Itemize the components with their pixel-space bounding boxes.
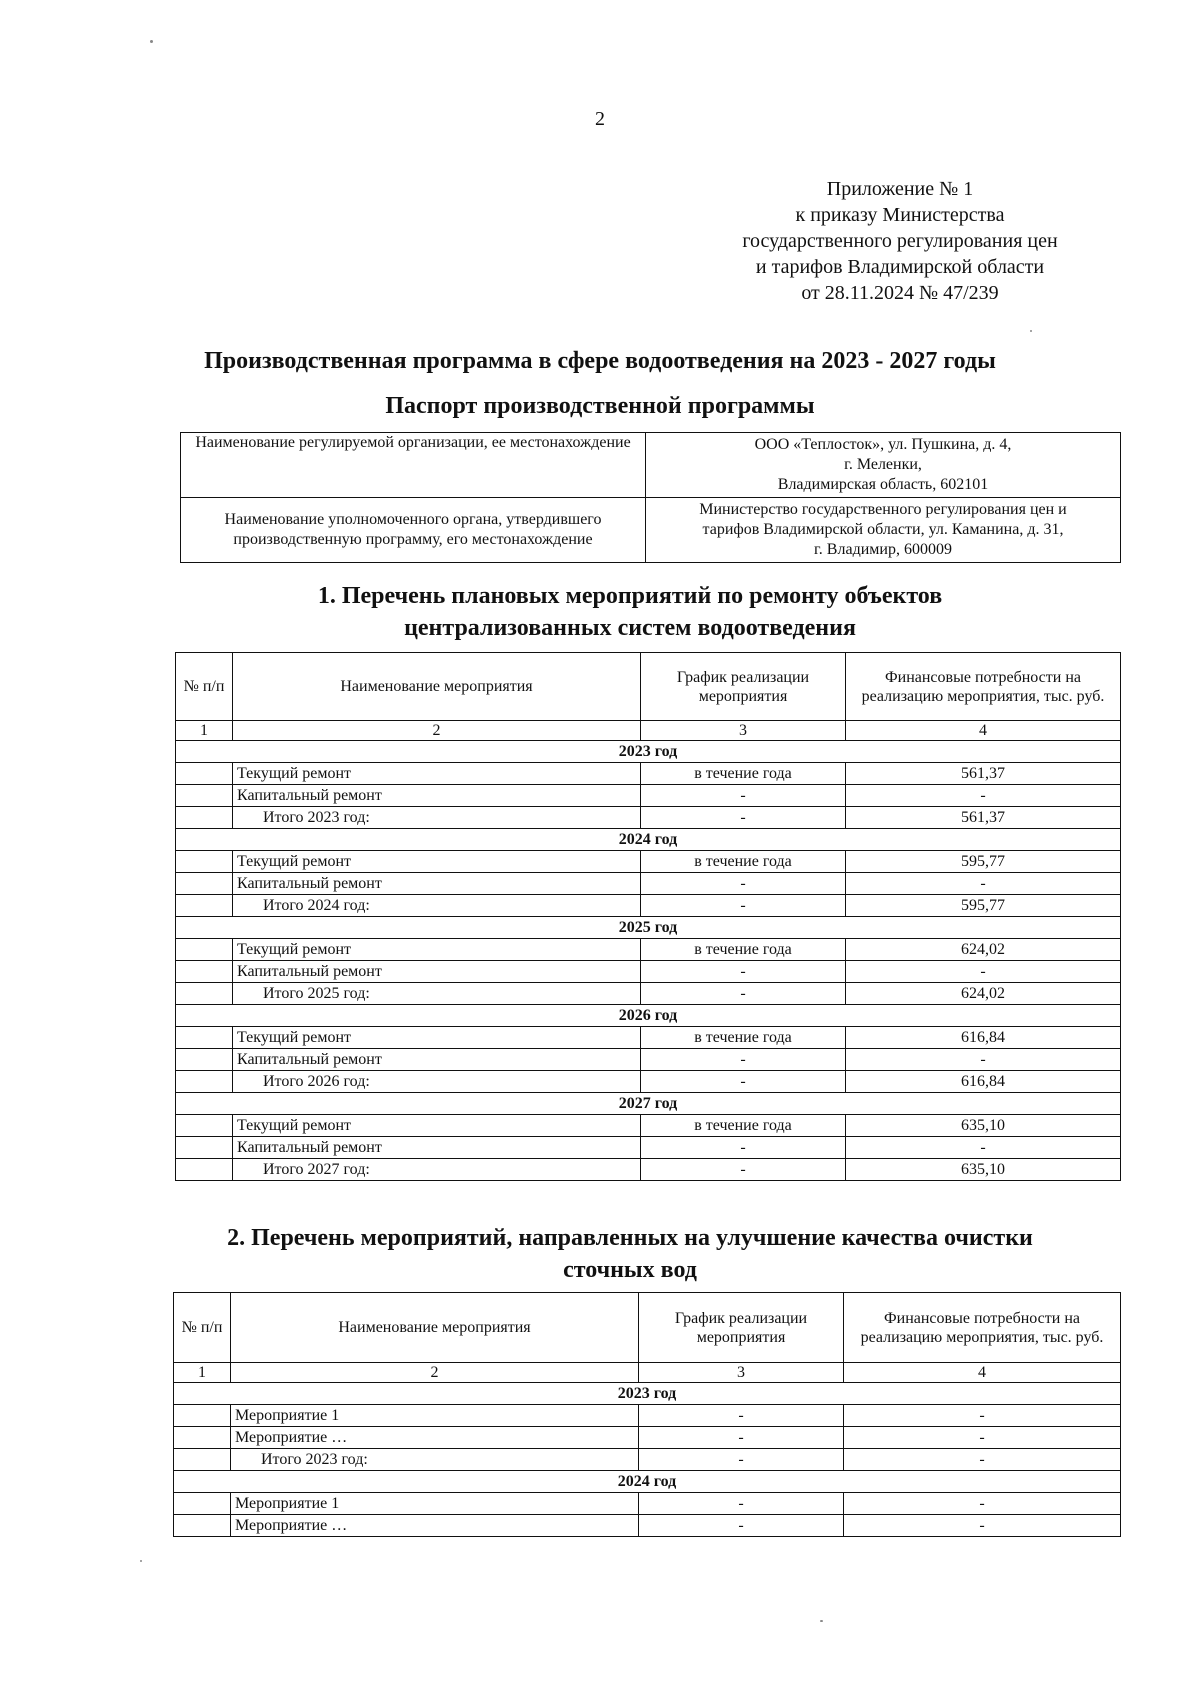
header-row: [174, 1293, 1121, 1363]
table-row: [176, 785, 1121, 807]
passport-value-line: тарифов Владимирской области, ул. Каманина, д. 31,: [702, 521, 1064, 538]
table-row: [174, 1427, 1121, 1449]
appendix-line: к приказу Министерства: [795, 204, 1005, 226]
row-number: [174, 1493, 231, 1515]
activity-name: Мероприятие …: [231, 1427, 639, 1449]
activity-name: Капитальный ремонт: [233, 785, 641, 807]
year-label: 2023 год: [176, 741, 1121, 763]
row-number: [176, 895, 233, 917]
column-header: № п/п: [176, 653, 233, 721]
header-row: [176, 653, 1121, 721]
passport-value-line: Министерство государственного регулирования цен и: [699, 501, 1067, 518]
row-number: [174, 1427, 231, 1449]
schedule-cell: -: [641, 961, 846, 983]
activity-name: Итого 2025 год:: [233, 983, 641, 1005]
schedule-cell: в течение года: [641, 763, 846, 785]
activity-name: Мероприятие 1: [231, 1405, 639, 1427]
column-header: Наименование мероприятия: [233, 653, 641, 721]
document-title: Производственная программа в сфере водоотведения на 2023 - 2027 годы: [204, 348, 996, 374]
table-row: [176, 873, 1121, 895]
year-row: [176, 829, 1121, 851]
page-number: 2: [595, 108, 605, 130]
activity-name: Капитальный ремонт: [233, 961, 641, 983]
schedule-cell: -: [639, 1405, 844, 1427]
amount-cell: 624,02: [846, 983, 1121, 1005]
year-row: [176, 1005, 1121, 1027]
activity-name: Текущий ремонт: [233, 939, 641, 961]
column-number: 1: [176, 721, 233, 741]
row-number: [174, 1405, 231, 1427]
scan-speck: [140, 1560, 142, 1562]
table-row: [174, 1515, 1121, 1537]
activity-name: Итого 2026 год:: [233, 1071, 641, 1093]
table-row: [176, 1027, 1121, 1049]
passport-value: [646, 433, 1121, 498]
passport-row: [181, 433, 1121, 498]
activity-name: Текущий ремонт: [233, 763, 641, 785]
table-row: [174, 1493, 1121, 1515]
table-row: [176, 983, 1121, 1005]
row-number: [176, 807, 233, 829]
amount-cell: -: [844, 1493, 1121, 1515]
schedule-cell: -: [641, 983, 846, 1005]
column-number: 2: [233, 721, 641, 741]
schedule-cell: -: [639, 1515, 844, 1537]
table-row: [176, 1159, 1121, 1181]
row-number: [176, 939, 233, 961]
schedule-cell: -: [641, 785, 846, 807]
amount-cell: 595,77: [846, 851, 1121, 873]
schedule-cell: -: [641, 807, 846, 829]
year-label: 2024 год: [176, 829, 1121, 851]
column-number: 4: [846, 721, 1121, 741]
column-header: График реализации мероприятия: [641, 653, 846, 721]
passport-table: [180, 432, 1121, 563]
column-number: 1: [174, 1363, 231, 1383]
table-row: [174, 1405, 1121, 1427]
table-row: [176, 961, 1121, 983]
activity-name: Итого 2023 год:: [233, 807, 641, 829]
activity-name: Текущий ремонт: [233, 851, 641, 873]
section1-title-line: 1. Перечень плановых мероприятий по ремонту объектов: [317, 583, 943, 609]
column-number-row: [176, 721, 1121, 741]
activity-name: Мероприятие 1: [231, 1493, 639, 1515]
activity-name: Капитальный ремонт: [233, 873, 641, 895]
amount-cell: -: [846, 873, 1121, 895]
row-number: [176, 763, 233, 785]
activity-name: Итого 2024 год:: [233, 895, 641, 917]
scan-speck: [820, 1620, 823, 1622]
column-header: Наименование мероприятия: [231, 1293, 639, 1363]
amount-cell: -: [846, 1137, 1121, 1159]
passport-row: [181, 498, 1121, 563]
passport-value-line: г. Меленки,: [844, 456, 922, 473]
schedule-cell: в течение года: [641, 851, 846, 873]
schedule-cell: -: [641, 1159, 846, 1181]
appendix-line: государственного регулирования цен: [742, 230, 1058, 252]
scan-speck: [150, 40, 153, 43]
schedule-cell: -: [639, 1449, 844, 1471]
section2-title: [150, 1222, 1110, 1286]
column-number: 3: [641, 721, 846, 741]
amount-cell: -: [846, 1049, 1121, 1071]
amount-cell: -: [846, 785, 1121, 807]
row-number: [176, 1049, 233, 1071]
scan-speck: [1030, 330, 1032, 332]
appendix-line: и тарифов Владимирской области: [755, 256, 1045, 278]
appendix-line: от 28.11.2024 № 47/239: [801, 282, 999, 304]
amount-cell: 595,77: [846, 895, 1121, 917]
appendix-block: [700, 176, 1100, 306]
passport-value-line: г. Владимир, 600009: [814, 541, 952, 558]
row-number: [176, 961, 233, 983]
passport-value: [646, 498, 1121, 563]
amount-cell: 635,10: [846, 1159, 1121, 1181]
amount-cell: -: [844, 1515, 1121, 1537]
passport-title: Паспорт производственной программы: [385, 393, 815, 419]
activity-name: Итого 2027 год:: [233, 1159, 641, 1181]
activity-name: Капитальный ремонт: [233, 1137, 641, 1159]
activity-name: Итого 2023 год:: [231, 1449, 639, 1471]
row-number: [176, 851, 233, 873]
passport-value-line: Владимирская область, 602101: [777, 476, 989, 493]
amount-cell: 561,37: [846, 763, 1121, 785]
row-number: [176, 785, 233, 807]
section1-title-line: централизованных систем водоотведения: [404, 615, 856, 641]
activity-name: Капитальный ремонт: [233, 1049, 641, 1071]
year-row: [176, 1093, 1121, 1115]
amount-cell: 561,37: [846, 807, 1121, 829]
year-row: [174, 1471, 1121, 1493]
appendix-line: Приложение № 1: [826, 178, 974, 200]
schedule-cell: -: [639, 1427, 844, 1449]
row-number: [174, 1515, 231, 1537]
section2-title-line: 2. Перечень мероприятий, направленных на улучшение качества очистки: [227, 1225, 1033, 1251]
schedule-cell: -: [641, 1071, 846, 1093]
schedule-cell: -: [641, 1137, 846, 1159]
column-header: Финансовые потребности на реализацию мероприятия, тыс. руб.: [846, 653, 1121, 721]
amount-cell: -: [846, 961, 1121, 983]
table-row: [176, 1137, 1121, 1159]
year-label: 2024 год: [174, 1471, 1121, 1493]
year-label: 2026 год: [176, 1005, 1121, 1027]
activity-name: Текущий ремонт: [233, 1115, 641, 1137]
amount-cell: -: [844, 1405, 1121, 1427]
schedule-cell: -: [639, 1493, 844, 1515]
schedule-cell: -: [641, 1049, 846, 1071]
year-row: [176, 917, 1121, 939]
column-number: 3: [639, 1363, 844, 1383]
column-header: График реализации мероприятия: [639, 1293, 844, 1363]
activity-name: Мероприятие …: [231, 1515, 639, 1537]
amount-cell: 616,84: [846, 1027, 1121, 1049]
repair-table: [175, 652, 1121, 1181]
row-number: [174, 1449, 231, 1471]
table-row: [176, 763, 1121, 785]
row-number: [176, 1137, 233, 1159]
table-row: [176, 1071, 1121, 1093]
section1-title: [150, 580, 1110, 644]
column-header: Финансовые потребности на реализацию мероприятия, тыс. руб.: [844, 1293, 1121, 1363]
passport-label: Наименование уполномоченного органа, утвердившего производственную программу, его местонахождение: [181, 498, 646, 563]
column-number: 2: [231, 1363, 639, 1383]
column-number: 4: [844, 1363, 1121, 1383]
activity-name: Текущий ремонт: [233, 1027, 641, 1049]
row-number: [176, 1115, 233, 1137]
amount-cell: -: [844, 1449, 1121, 1471]
row-number: [176, 983, 233, 1005]
schedule-cell: -: [641, 873, 846, 895]
amount-cell: 616,84: [846, 1071, 1121, 1093]
row-number: [176, 1159, 233, 1181]
table-row: [176, 1049, 1121, 1071]
passport-label: Наименование регулируемой организации, ее местонахождение: [181, 433, 646, 498]
table-row: [176, 939, 1121, 961]
year-label: 2027 год: [176, 1093, 1121, 1115]
table-row: [176, 895, 1121, 917]
schedule-cell: -: [641, 895, 846, 917]
passport-value-line: ООО «Теплосток», ул. Пушкина, д. 4,: [754, 436, 1012, 453]
column-number-row: [174, 1363, 1121, 1383]
schedule-cell: в течение года: [641, 939, 846, 961]
table-row: [176, 1115, 1121, 1137]
table-row: [176, 807, 1121, 829]
amount-cell: -: [844, 1427, 1121, 1449]
column-header: № п/п: [174, 1293, 231, 1363]
amount-cell: 624,02: [846, 939, 1121, 961]
schedule-cell: в течение года: [641, 1027, 846, 1049]
table-row: [176, 851, 1121, 873]
year-label: 2023 год: [174, 1383, 1121, 1405]
section2-title-line: сточных вод: [563, 1257, 697, 1283]
year-row: [176, 741, 1121, 763]
table-row: [174, 1449, 1121, 1471]
schedule-cell: в течение года: [641, 1115, 846, 1137]
row-number: [176, 1071, 233, 1093]
quality-table: [173, 1292, 1121, 1537]
row-number: [176, 873, 233, 895]
amount-cell: 635,10: [846, 1115, 1121, 1137]
row-number: [176, 1027, 233, 1049]
year-row: [174, 1383, 1121, 1405]
year-label: 2025 год: [176, 917, 1121, 939]
